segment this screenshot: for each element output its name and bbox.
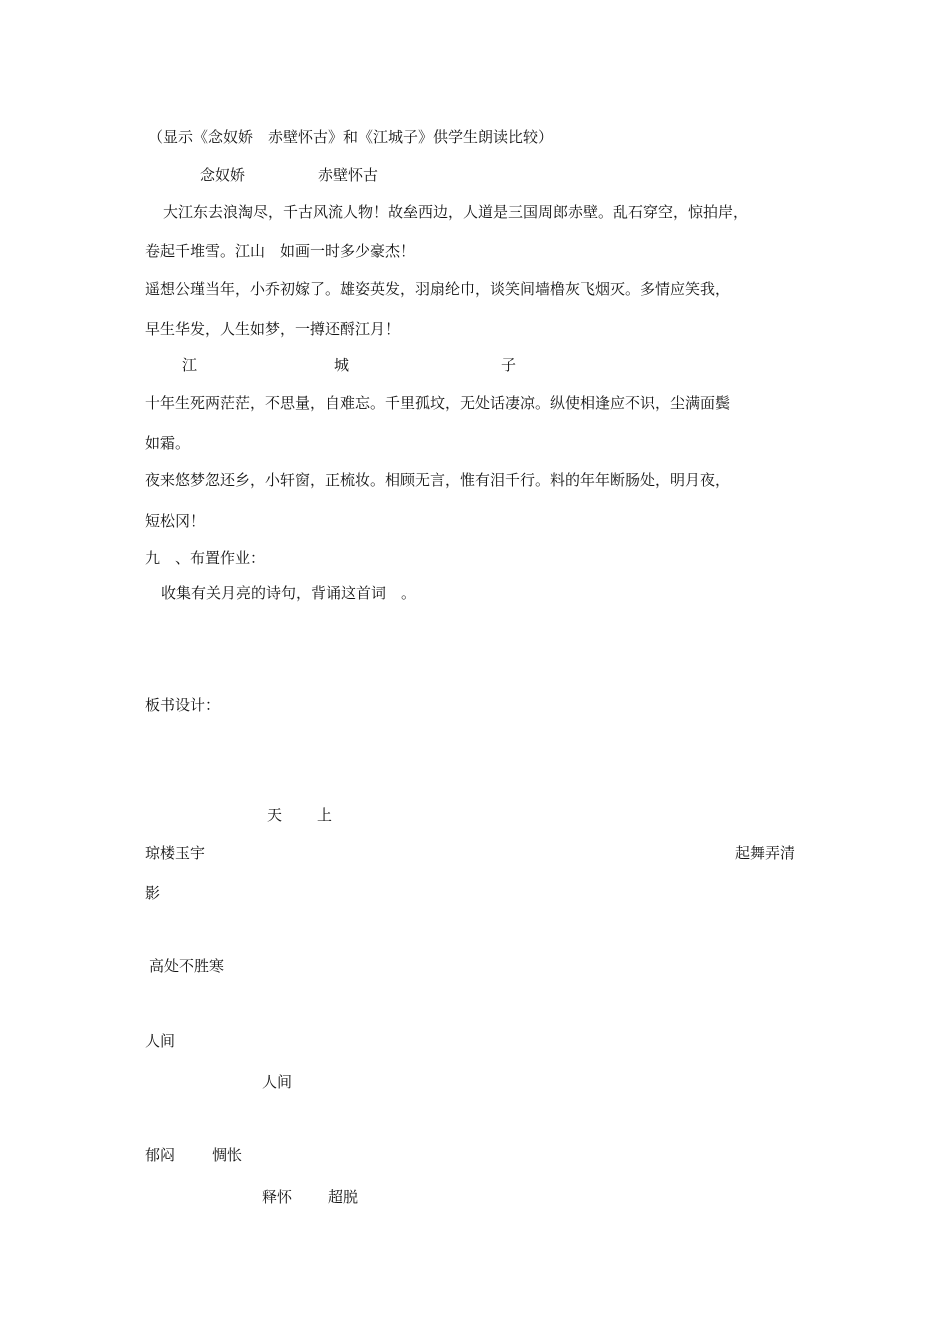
board-heading: 板书设计： <box>145 696 221 714</box>
board-left-phrase: 人间 <box>145 1032 176 1050</box>
board-bottom-phrase: 释怀 <box>262 1188 293 1206</box>
poem2-title-char: 子 <box>501 356 517 374</box>
poem1-title-part1: 念奴娇 <box>200 166 246 184</box>
poem2-title-char: 城 <box>334 356 350 374</box>
board-right-phrase: 起舞弄清 <box>735 844 796 862</box>
homework-text: 收集有关月亮的诗句，背诵这首词 。 <box>161 584 417 602</box>
poem1-line: 大江东去浪淘尽，千古风流人物！故垒西边，人道是三国周郎赤壁。乱石穿空，惊拍岸， <box>163 203 749 221</box>
board-middle-phrase: 人间 <box>262 1073 293 1091</box>
poem2-line: 夜来悠梦忽还乡，小轩窗，正梳妆。相顾无言，惟有泪千行。料的年年断肠处，明月夜， <box>145 471 731 489</box>
board-sky-char: 上 <box>317 806 333 824</box>
intro-text: （显示《念奴娇 赤壁怀古》和《江城子》供学生朗读比较） <box>148 128 554 146</box>
board-left-phrase: 惆怅 <box>212 1146 243 1164</box>
board-bottom-phrase: 超脱 <box>328 1188 359 1206</box>
poem1-line: 早生华发，人生如梦，一撙还酹江月！ <box>145 320 401 338</box>
board-left-phrase: 高处不胜寒 <box>149 957 225 975</box>
board-left-phrase: 琼楼玉宇 <box>145 844 206 862</box>
board-left-phrase: 郁闷 <box>145 1146 176 1164</box>
poem1-line: 遥想公瑾当年，小乔初嫁了。雄姿英发，羽扇纶巾，谈笑间墙橹灰飞烟灭。多情应笑我， <box>145 280 731 298</box>
board-sky-char: 天 <box>267 806 283 824</box>
poem2-line: 短松冈！ <box>145 512 206 530</box>
poem1-line: 卷起千堆雪。江山 如画一时多少豪杰！ <box>145 242 416 260</box>
poem1-title-part2: 赤壁怀古 <box>318 166 379 184</box>
poem2-line: 如霜。 <box>145 434 191 452</box>
homework-heading: 九 、布置作业： <box>145 549 266 567</box>
board-right-phrase-wrap: 影 <box>145 884 161 902</box>
poem2-line: 十年生死两茫茫，不思量，自难忘。千里孤坟，无处话凄凉。纵使相逢应不识，尘满面鬓 <box>145 394 731 412</box>
poem2-title-char: 江 <box>182 356 198 374</box>
